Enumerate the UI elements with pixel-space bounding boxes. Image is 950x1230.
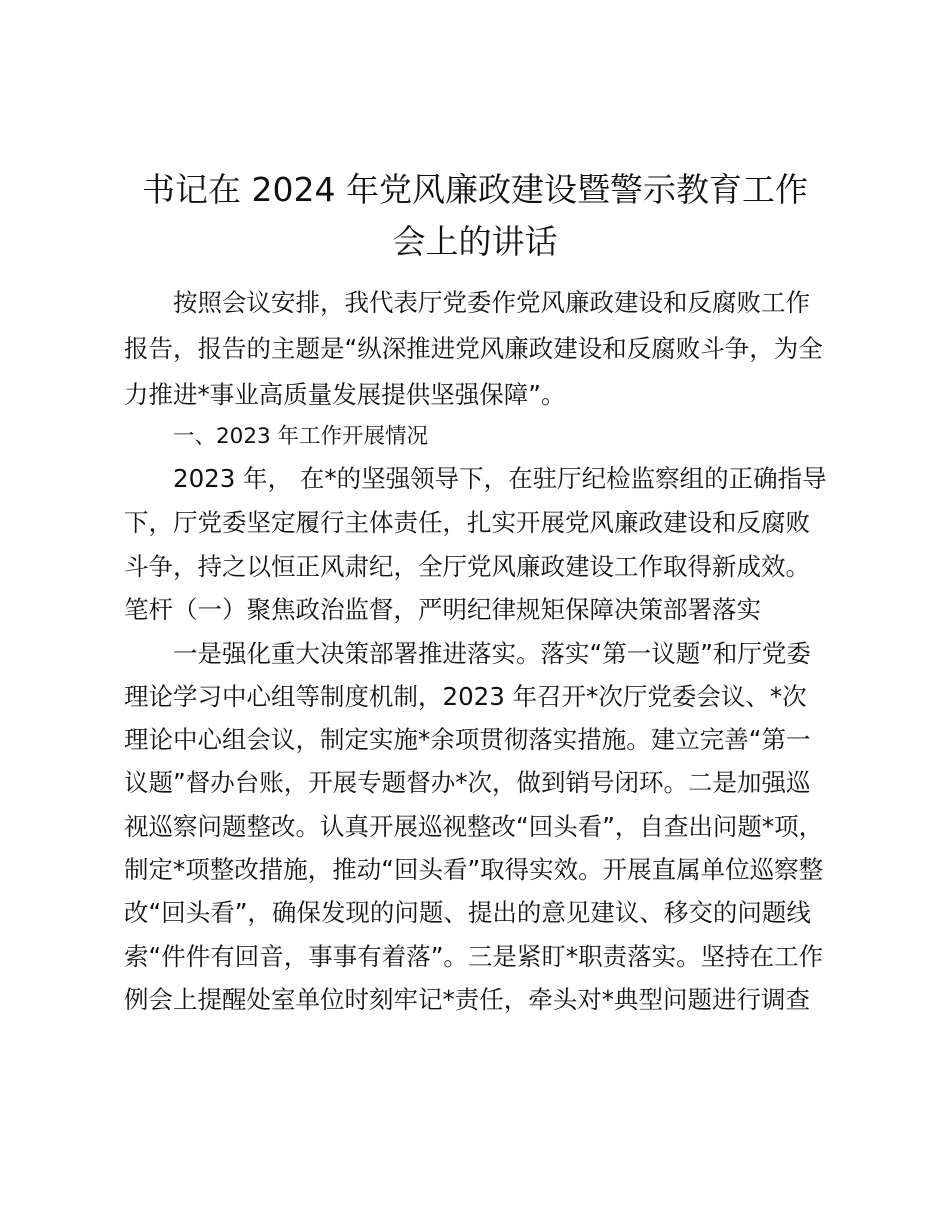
paragraph-line: 斗争，持之以恒正风肃纪，全厅党风廉政建设工作取得新成效。 xyxy=(124,552,810,581)
paragraph-line: 一是强化重大决策部署推进落实。落实“第一议题”和厅党委 xyxy=(173,639,811,668)
paragraph-line: 视巡察问题整改。认真开展巡视整改“回头看”，自查出问题*项， xyxy=(124,812,824,841)
paragraph-line: 力推进*事业高质量发展提供坚强保障”。 xyxy=(124,380,566,409)
section-heading: 一、2023 年工作开展情况 xyxy=(173,424,429,449)
document-title-line-1: 书记在 2024 年党风廉政建设暨警示教育工作 xyxy=(142,170,808,209)
paragraph-line: 理论中心组会议，制定实施*余项贯彻落实措施。建立完善“第一 xyxy=(124,725,811,754)
paragraph-line: 例会上提醒处室单位时刻牢记*责任，牵头对*典型问题进行调查 xyxy=(124,985,810,1014)
paragraph-line: 按照会议安排，我代表厅党委作党风廉政建设和反腐败工作 xyxy=(173,288,810,317)
document-title-line-2: 会上的讲话 xyxy=(392,222,558,261)
paragraph-line: 2023 年， 在*的坚强领导下，在驻厅纪检监察组的正确指导 xyxy=(173,464,827,493)
paragraph-line: 制定*项整改措施，推动“回头看”取得实效。开展直属单位巡察整 xyxy=(124,855,824,884)
paragraph-line: 索“件件有回音，事事有着落”。三是紧盯*职责落实。坚持在工作 xyxy=(124,942,824,971)
paragraph-line: 改“回头看”，确保发现的问题、提出的意见建议、移交的问题线 xyxy=(124,898,811,927)
paragraph-line: 下，厅党委坚定履行主体责任，扎实开展党风廉政建设和反腐败 xyxy=(124,508,810,537)
paragraph-line: 议题”督办台账，开展专题督办*次，做到销号闭环。二是加强巡 xyxy=(124,768,811,797)
subsection-heading: 笔杆（一）聚焦政治监督，严明纪律规矩保障决策部署落实 xyxy=(124,595,761,624)
paragraph-line: 理论学习中心组等制度机制，2023 年召开*次厅党委会议、*次 xyxy=(124,682,807,711)
paragraph-line: 报告，报告的主题是“纵深推进党风廉政建设和反腐败斗争，为全 xyxy=(124,334,823,363)
